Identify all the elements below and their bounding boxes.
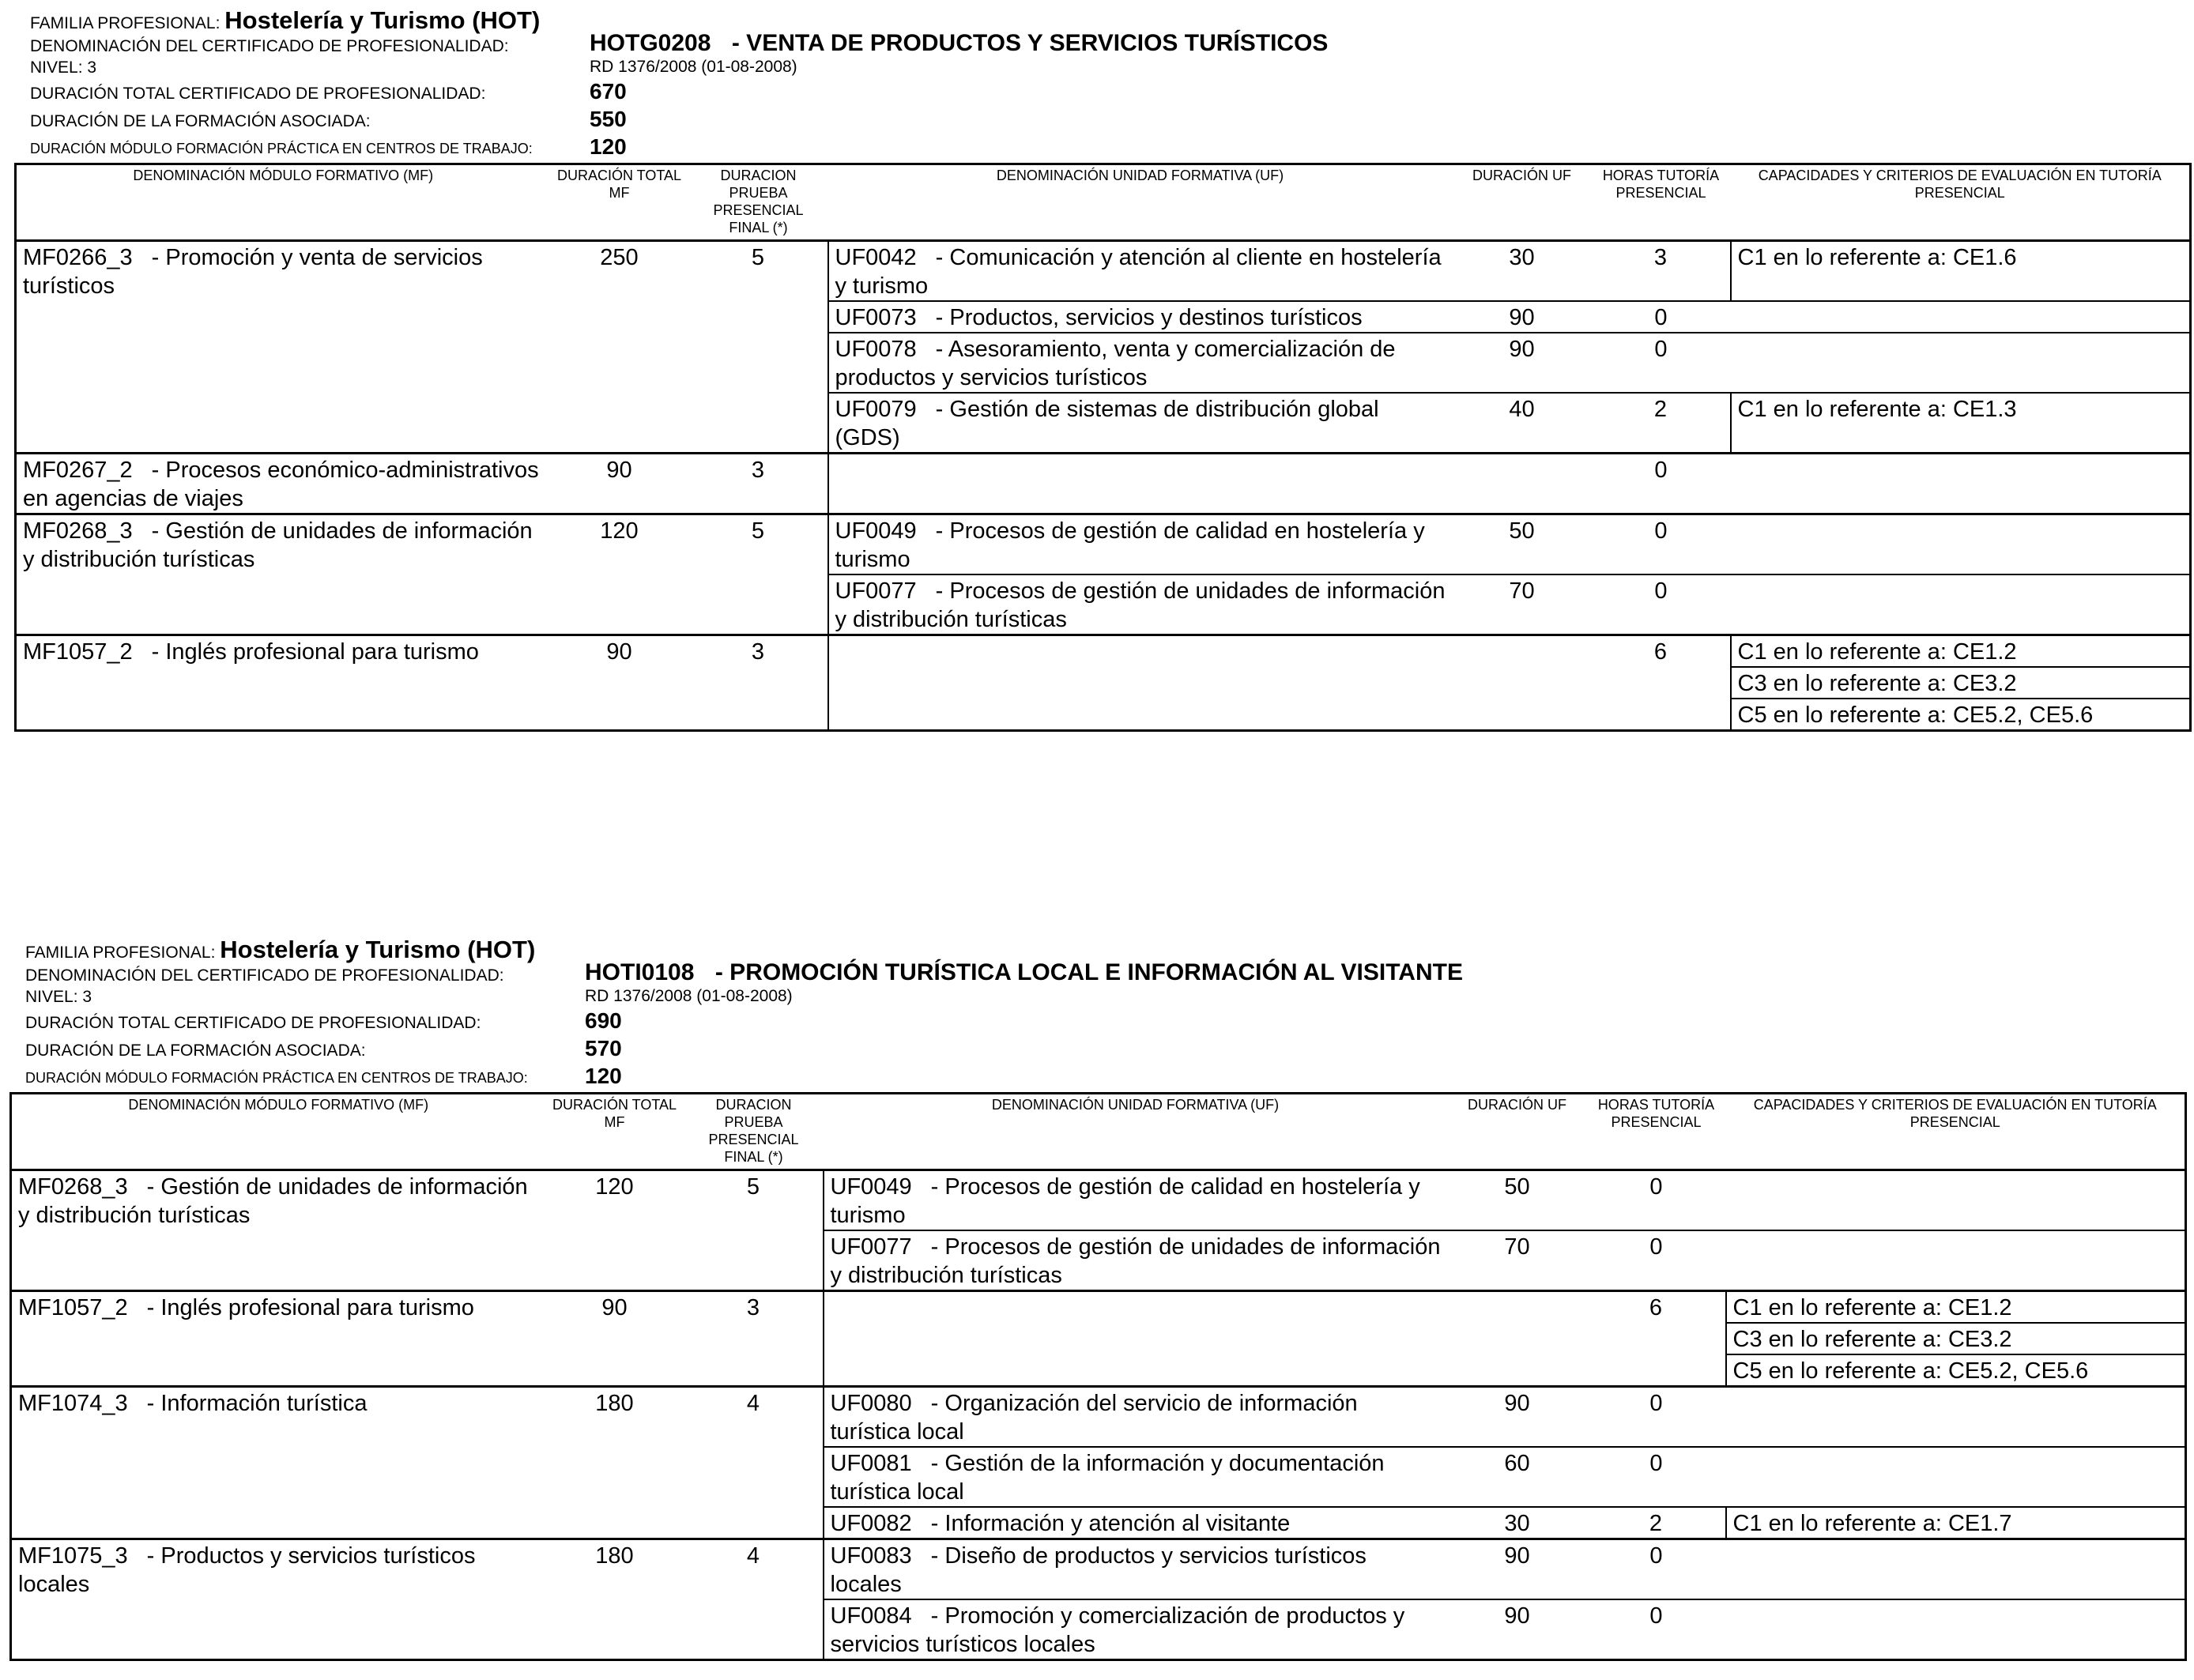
unit-code: UF0080 <box>830 1391 912 1416</box>
module-duration: 90 <box>545 1291 684 1387</box>
col-header-capacidades: CAPACIDADES Y CRITERIOS DE EVALUACIÓN EN TUTORÍA PRESENCIAL <box>1731 164 2191 241</box>
table-row <box>16 454 2191 514</box>
tutoring-hours <box>1592 667 1731 699</box>
unit-cell <box>828 301 1453 333</box>
unit-name: - Gestión de la información y documentación turística local <box>830 1451 1385 1505</box>
module-cell <box>16 454 550 514</box>
capacity-criteria: C1 en lo referente a: CE1.6 <box>1731 241 2191 302</box>
unit-cell <box>828 635 1453 668</box>
unit-duration: 90 <box>1448 1599 1587 1660</box>
certificate-header <box>30 0 2085 158</box>
familia-value: Hostelería y Turismo (HOT) <box>224 6 541 34</box>
table-header-row <box>11 1094 2186 1170</box>
unit-cell <box>824 1323 1448 1354</box>
unit-duration <box>1453 699 1592 731</box>
module-code: MF0268_3 <box>18 1174 128 1200</box>
capacity-criteria: C3 en lo referente a: CE3.2 <box>1726 1323 2186 1354</box>
module-test-duration: 4 <box>684 1539 824 1660</box>
unit-name: - Productos, servicios y destinos turísticos <box>935 305 1363 330</box>
unit-code: UF0049 <box>835 518 917 544</box>
familia-line <box>25 937 535 962</box>
module-cell <box>11 1539 545 1660</box>
familia-value: Hostelería y Turismo (HOT) <box>220 936 536 963</box>
capacity-criteria: C3 en lo referente a: CE3.2 <box>1731 667 2191 699</box>
certificate-header <box>25 929 2080 1087</box>
unit-duration: 70 <box>1453 574 1592 635</box>
capacity-criteria <box>1726 1539 2186 1600</box>
tutoring-hours: 0 <box>1592 454 1731 514</box>
module-name: - Gestión de unidades de información y distribución turísticas <box>23 518 533 572</box>
certificate-code: HOTI0108 <box>585 959 695 985</box>
capacity-criteria: C5 en lo referente a: CE5.2, CE5.6 <box>1731 699 2191 731</box>
nivel-label: NIVEL: 3 <box>25 988 92 1006</box>
duracion-formacion-value: 570 <box>585 1036 622 1060</box>
unit-cell <box>824 1291 1448 1324</box>
denominacion-label: DENOMINACIÓN DEL CERTIFICADO DE PROFESIONALIDAD: <box>30 37 509 55</box>
unit-code: UF0042 <box>835 245 917 270</box>
module-duration: 180 <box>545 1539 684 1660</box>
unit-name: - Información y atención al visitante <box>930 1511 1291 1536</box>
table-row <box>16 514 2191 575</box>
module-duration: 120 <box>550 514 689 635</box>
module-cell <box>16 635 550 731</box>
module-test-duration: 5 <box>689 514 828 635</box>
unit-name: - Procesos de gestión de unidades de información y distribución turísticas <box>835 578 1446 632</box>
module-duration: 180 <box>545 1387 684 1539</box>
module-duration: 90 <box>550 454 689 514</box>
unit-code: UF0073 <box>835 305 917 330</box>
unit-duration <box>1453 635 1592 668</box>
tutoring-hours: 6 <box>1587 1291 1726 1324</box>
nivel-label: NIVEL: 3 <box>30 58 97 77</box>
col-header-mf: DENOMINACIÓN MÓDULO FORMATIVO (MF) <box>16 164 550 241</box>
capacity-criteria <box>1726 1230 2186 1291</box>
module-test-duration: 5 <box>684 1170 824 1291</box>
unit-cell <box>828 667 1453 699</box>
duracion-formacion-label: DURACIÓN DE LA FORMACIÓN ASOCIADA: <box>25 1042 366 1060</box>
capacity-criteria: C1 en lo referente a: CE1.2 <box>1731 635 2191 668</box>
unit-cell <box>828 241 1453 302</box>
unit-code: UF0049 <box>830 1174 912 1200</box>
unit-name: - Comunicación y atención al cliente en hostelería y turismo <box>835 245 1442 299</box>
unit-duration: 90 <box>1448 1387 1587 1448</box>
unit-duration: 60 <box>1448 1447 1587 1507</box>
modules-table <box>9 1092 2187 1661</box>
unit-cell <box>828 699 1453 731</box>
duracion-total-value: 690 <box>585 1008 622 1033</box>
module-cell <box>11 1291 545 1387</box>
tutoring-hours: 3 <box>1592 241 1731 302</box>
unit-name: - Gestión de sistemas de distribución global (GDS) <box>835 397 1379 450</box>
familia-line <box>30 8 540 32</box>
capacity-criteria <box>1731 301 2191 333</box>
unit-duration: 30 <box>1453 241 1592 302</box>
col-header-duracion-mf: DURACIÓN TOTAL MF <box>550 164 689 241</box>
unit-name: - Asesoramiento, venta y comercialización de productos y servicios turísticos <box>835 337 1396 390</box>
col-header-capacidades: CAPACIDADES Y CRITERIOS DE EVALUACIÓN EN TUTORÍA PRESENCIAL <box>1726 1094 2186 1170</box>
table-row <box>11 1539 2186 1600</box>
tutoring-hours: 0 <box>1587 1447 1726 1507</box>
unit-name: - Organización del servicio de información turística local <box>830 1391 1358 1445</box>
table-header-row <box>16 164 2191 241</box>
unit-cell <box>828 333 1453 393</box>
capacity-criteria <box>1731 333 2191 393</box>
certificate-code: HOTG0208 <box>590 30 711 56</box>
module-name: - Información turística <box>146 1391 368 1416</box>
unit-duration <box>1448 1291 1587 1324</box>
tutoring-hours: 0 <box>1592 333 1731 393</box>
unit-name: - Promoción y comercialización de productos y servicios turísticos locales <box>830 1603 1405 1657</box>
unit-cell <box>824 1354 1448 1387</box>
unit-code: UF0077 <box>835 578 917 604</box>
unit-cell <box>824 1170 1448 1231</box>
module-name: - Gestión de unidades de información y distribución turísticas <box>18 1174 528 1228</box>
unit-duration <box>1453 667 1592 699</box>
unit-cell <box>828 393 1453 454</box>
unit-name: - Procesos de gestión de unidades de información y distribución turísticas <box>830 1234 1441 1288</box>
tutoring-hours: 2 <box>1592 393 1731 454</box>
module-cell <box>11 1170 545 1291</box>
module-code: MF0267_2 <box>23 458 133 483</box>
capacity-criteria <box>1731 454 2191 514</box>
certificate-name: - PROMOCIÓN TURÍSTICA LOCAL E INFORMACIÓN AL VISITANTE <box>714 959 1463 985</box>
unit-duration: 70 <box>1448 1230 1587 1291</box>
tutoring-hours: 0 <box>1587 1230 1726 1291</box>
unit-duration <box>1448 1323 1587 1354</box>
duracion-total-value: 670 <box>590 79 627 104</box>
capacity-criteria <box>1726 1599 2186 1660</box>
unit-name: - Procesos de gestión de calidad en hostelería y turismo <box>835 518 1425 572</box>
unit-cell <box>824 1599 1448 1660</box>
unit-duration: 50 <box>1448 1170 1587 1231</box>
module-code: MF1074_3 <box>18 1391 128 1416</box>
unit-duration: 50 <box>1453 514 1592 575</box>
modules-table <box>14 163 2192 732</box>
unit-cell <box>828 574 1453 635</box>
tutoring-hours: 2 <box>1587 1507 1726 1539</box>
col-header-horas: HORAS TUTORÍA PRESENCIAL <box>1592 164 1731 241</box>
module-name: - Inglés profesional para turismo <box>146 1295 474 1320</box>
unit-code: UF0077 <box>830 1234 912 1260</box>
duracion-practica-label: DURACIÓN MÓDULO FORMACIÓN PRÁCTICA EN CENTROS DE TRABAJO: <box>30 141 533 156</box>
capacity-criteria <box>1726 1447 2186 1507</box>
module-code: MF1075_3 <box>18 1543 128 1569</box>
unit-cell <box>824 1387 1448 1448</box>
unit-code: UF0083 <box>830 1543 912 1569</box>
capacity-criteria: C1 en lo referente a: CE1.2 <box>1726 1291 2186 1324</box>
unit-duration: 40 <box>1453 393 1592 454</box>
module-name: - Promoción y venta de servicios turísticos <box>23 245 483 299</box>
module-code: MF0266_3 <box>23 245 133 270</box>
table-row <box>11 1170 2186 1231</box>
unit-code: UF0084 <box>830 1603 912 1629</box>
unit-duration: 90 <box>1453 333 1592 393</box>
capacity-criteria <box>1726 1170 2186 1231</box>
unit-duration <box>1448 1354 1587 1387</box>
capacity-criteria: C5 en lo referente a: CE5.2, CE5.6 <box>1726 1354 2186 1387</box>
unit-name: - Procesos de gestión de calidad en hostelería y turismo <box>830 1174 1420 1228</box>
certificate-title <box>590 32 1328 55</box>
familia-label: FAMILIA PROFESIONAL: <box>25 944 216 962</box>
unit-cell <box>828 454 1453 514</box>
duracion-total-label: DURACIÓN TOTAL CERTIFICADO DE PROFESIONALIDAD: <box>30 85 486 103</box>
module-test-duration: 3 <box>689 454 828 514</box>
col-header-duracion-uf: DURACIÓN UF <box>1448 1094 1587 1170</box>
tutoring-hours: 0 <box>1592 301 1731 333</box>
module-duration: 90 <box>550 635 689 731</box>
capacity-criteria: C1 en lo referente a: CE1.3 <box>1731 393 2191 454</box>
duracion-formacion-label: DURACIÓN DE LA FORMACIÓN ASOCIADA: <box>30 112 371 130</box>
familia-label: FAMILIA PROFESIONAL: <box>30 14 221 32</box>
capacity-criteria <box>1726 1387 2186 1448</box>
col-header-prueba: DURACION PRUEBA PRESENCIAL FINAL (*) <box>689 164 828 241</box>
tutoring-hours: 0 <box>1592 514 1731 575</box>
unit-code: UF0081 <box>830 1451 912 1476</box>
rd-reference: RD 1376/2008 (01-08-2008) <box>590 58 797 76</box>
unit-cell <box>824 1447 1448 1507</box>
duracion-practica-value: 120 <box>590 134 627 159</box>
module-cell <box>16 241 550 454</box>
module-name: - Productos y servicios turísticos locales <box>18 1543 476 1597</box>
col-header-duracion-uf: DURACIÓN UF <box>1453 164 1592 241</box>
certificate-title <box>585 961 1463 985</box>
module-code: MF1057_2 <box>18 1295 128 1320</box>
module-name: - Procesos económico-administrativos en agencias de viajes <box>23 458 539 511</box>
unit-code: UF0079 <box>835 397 917 422</box>
unit-cell <box>828 514 1453 575</box>
module-test-duration: 3 <box>689 635 828 731</box>
certificate-name: - VENTA DE PRODUCTOS Y SERVICIOS TURÍSTICOS <box>731 30 1329 56</box>
unit-name: - Diseño de productos y servicios turísticos locales <box>830 1543 1367 1597</box>
tutoring-hours: 0 <box>1587 1539 1726 1600</box>
module-test-duration: 5 <box>689 241 828 454</box>
unit-cell <box>824 1230 1448 1291</box>
col-header-mf: DENOMINACIÓN MÓDULO FORMATIVO (MF) <box>11 1094 545 1170</box>
denominacion-label: DENOMINACIÓN DEL CERTIFICADO DE PROFESIONALIDAD: <box>25 966 504 985</box>
col-header-duracion-mf: DURACIÓN TOTAL MF <box>545 1094 684 1170</box>
duracion-practica-value: 120 <box>585 1064 622 1088</box>
unit-cell <box>824 1539 1448 1600</box>
module-name: - Inglés profesional para turismo <box>151 639 479 665</box>
duracion-practica-label: DURACIÓN MÓDULO FORMACIÓN PRÁCTICA EN CENTROS DE TRABAJO: <box>25 1070 528 1086</box>
module-code: MF0268_3 <box>23 518 133 544</box>
capacity-criteria: C1 en lo referente a: CE1.7 <box>1726 1507 2186 1539</box>
duracion-formacion-value: 550 <box>590 107 627 131</box>
rd-reference: RD 1376/2008 (01-08-2008) <box>585 987 793 1005</box>
tutoring-hours: 6 <box>1592 635 1731 668</box>
tutoring-hours <box>1592 699 1731 731</box>
module-duration: 120 <box>545 1170 684 1291</box>
unit-code: UF0082 <box>830 1511 912 1536</box>
unit-cell <box>824 1507 1448 1539</box>
module-duration: 250 <box>550 241 689 454</box>
tutoring-hours: 0 <box>1587 1387 1726 1448</box>
module-test-duration: 4 <box>684 1387 824 1539</box>
col-header-prueba: DURACION PRUEBA PRESENCIAL FINAL (*) <box>684 1094 824 1170</box>
module-code: MF1057_2 <box>23 639 133 665</box>
module-cell <box>11 1387 545 1539</box>
table-row <box>11 1291 2186 1324</box>
capacity-criteria <box>1731 514 2191 575</box>
tutoring-hours: 0 <box>1592 574 1731 635</box>
tutoring-hours <box>1587 1354 1726 1387</box>
unit-code: UF0078 <box>835 337 917 362</box>
col-header-uf: DENOMINACIÓN UNIDAD FORMATIVA (UF) <box>824 1094 1448 1170</box>
capacity-criteria <box>1731 574 2191 635</box>
table-row <box>16 635 2191 668</box>
module-cell <box>16 514 550 635</box>
table-row <box>16 241 2191 302</box>
unit-duration <box>1453 454 1592 514</box>
tutoring-hours <box>1587 1323 1726 1354</box>
unit-duration: 30 <box>1448 1507 1587 1539</box>
unit-duration: 90 <box>1448 1539 1587 1600</box>
duracion-total-label: DURACIÓN TOTAL CERTIFICADO DE PROFESIONALIDAD: <box>25 1014 481 1032</box>
col-header-horas: HORAS TUTORÍA PRESENCIAL <box>1587 1094 1726 1170</box>
tutoring-hours: 0 <box>1587 1170 1726 1231</box>
col-header-uf: DENOMINACIÓN UNIDAD FORMATIVA (UF) <box>828 164 1453 241</box>
module-test-duration: 3 <box>684 1291 824 1387</box>
tutoring-hours: 0 <box>1587 1599 1726 1660</box>
table-row <box>11 1387 2186 1448</box>
unit-duration: 90 <box>1453 301 1592 333</box>
